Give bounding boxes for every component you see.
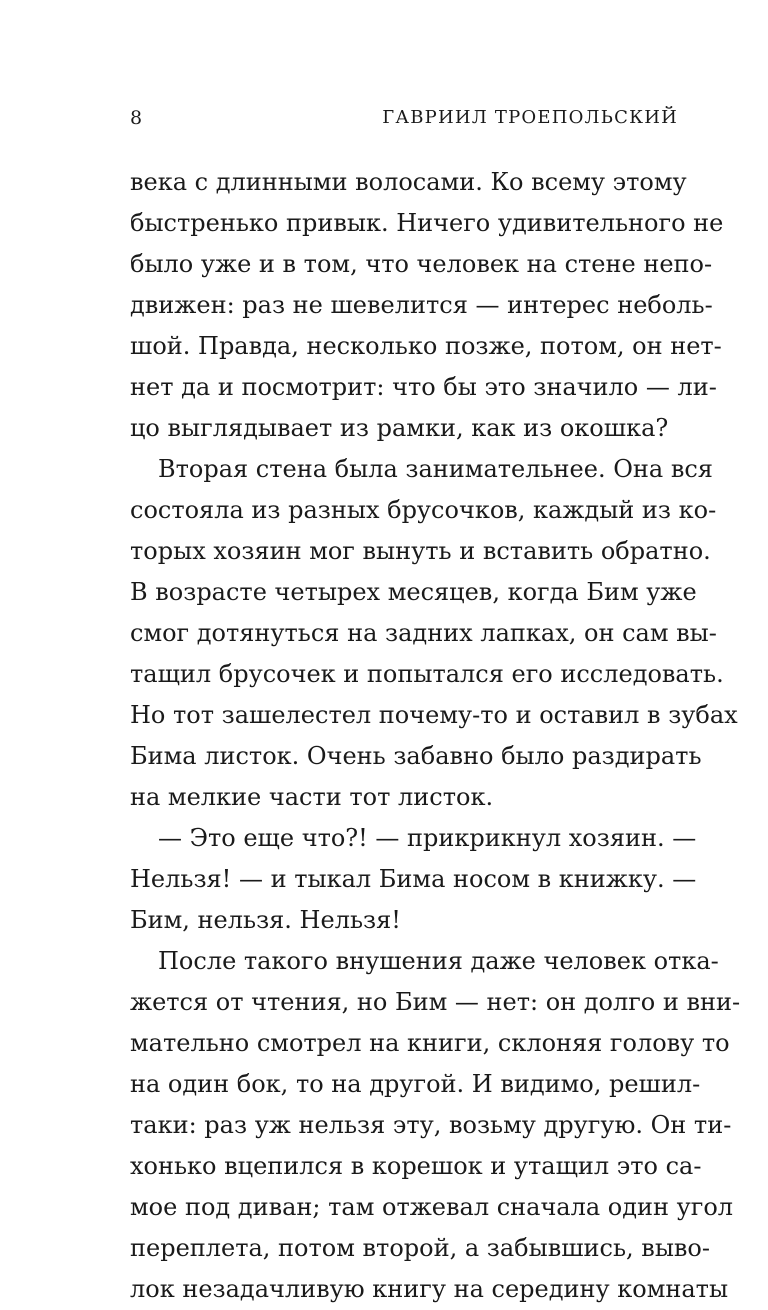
text-line: нет да и посмотрит: что бы это значило — ли- — [130, 373, 717, 401]
text-line: шой. Правда, несколько позже, потом, он нет- — [130, 332, 722, 360]
running-head — [130, 106, 678, 130]
page-number: 8 — [130, 107, 143, 129]
text-line: Бима листок. Очень забавно было раздирать — [130, 742, 702, 770]
text-line: таки: раз уж нельзя эту, возьму другую. Он ти- — [130, 1111, 732, 1139]
text-line: Но тот зашелестел почему-то и оставил в зубах — [130, 701, 738, 729]
text-line: Нельзя! — и тыкал Бима носом в книжку. — — [130, 865, 697, 893]
text-line: тащил брусочек и попытался его исследовать. — [130, 660, 724, 688]
text-line: мательно смотрел на книги, склоняя голову то — [130, 1029, 730, 1057]
text-line: хонько вцепился в корешок и утащил это са- — [130, 1152, 702, 1180]
text-line: Бим, нельзя. Нельзя! — [130, 906, 401, 934]
text-line: жется от чтения, но Бим — нет: он долго и вни- — [130, 988, 741, 1016]
text-line: — Это еще что?! — прикрикнул хозяин. — — [158, 824, 697, 852]
text-line: смог дотянуться на задних лапках, он сам вы- — [130, 619, 717, 647]
text-line: После такого внушения даже человек отка- — [158, 947, 719, 975]
text-line: было уже и в том, что человек на стене непо- — [130, 250, 713, 278]
text-line: движен: раз не шевелится — интерес неболь- — [130, 291, 713, 319]
text-line: на мелкие части тот листок. — [130, 783, 494, 811]
text-line: переплета, потом второй, а забывшись, выво- — [130, 1234, 710, 1262]
text-line: Вторая стена была занимательнее. Она вся — [158, 455, 713, 483]
text-line: века с длинными волосами. Ко всему этому — [130, 168, 687, 196]
text-line: быстренько привык. Ничего удивительного не — [130, 209, 724, 237]
text-line: состояла из разных брусочков, каждый из ко- — [130, 496, 717, 524]
text-line: лок незадачливую книгу на середину комнаты — [130, 1275, 729, 1303]
text-line: на один бок, то на другой. И видимо, решил- — [130, 1070, 701, 1098]
text-line: торых хозяин мог вынуть и вставить обратно. — [130, 537, 711, 565]
author-name: ГАВРИИЛ ТРОЕПОЛЬСКИЙ — [382, 107, 678, 128]
text-line: мое под диван; там отжевал сначала один угол — [130, 1193, 734, 1221]
text-line: В возрасте четырех месяцев, когда Бим уже — [130, 578, 697, 606]
text-line: цо выглядывает из рамки, как из окошка? — [130, 414, 669, 442]
body-text — [130, 162, 741, 1310]
